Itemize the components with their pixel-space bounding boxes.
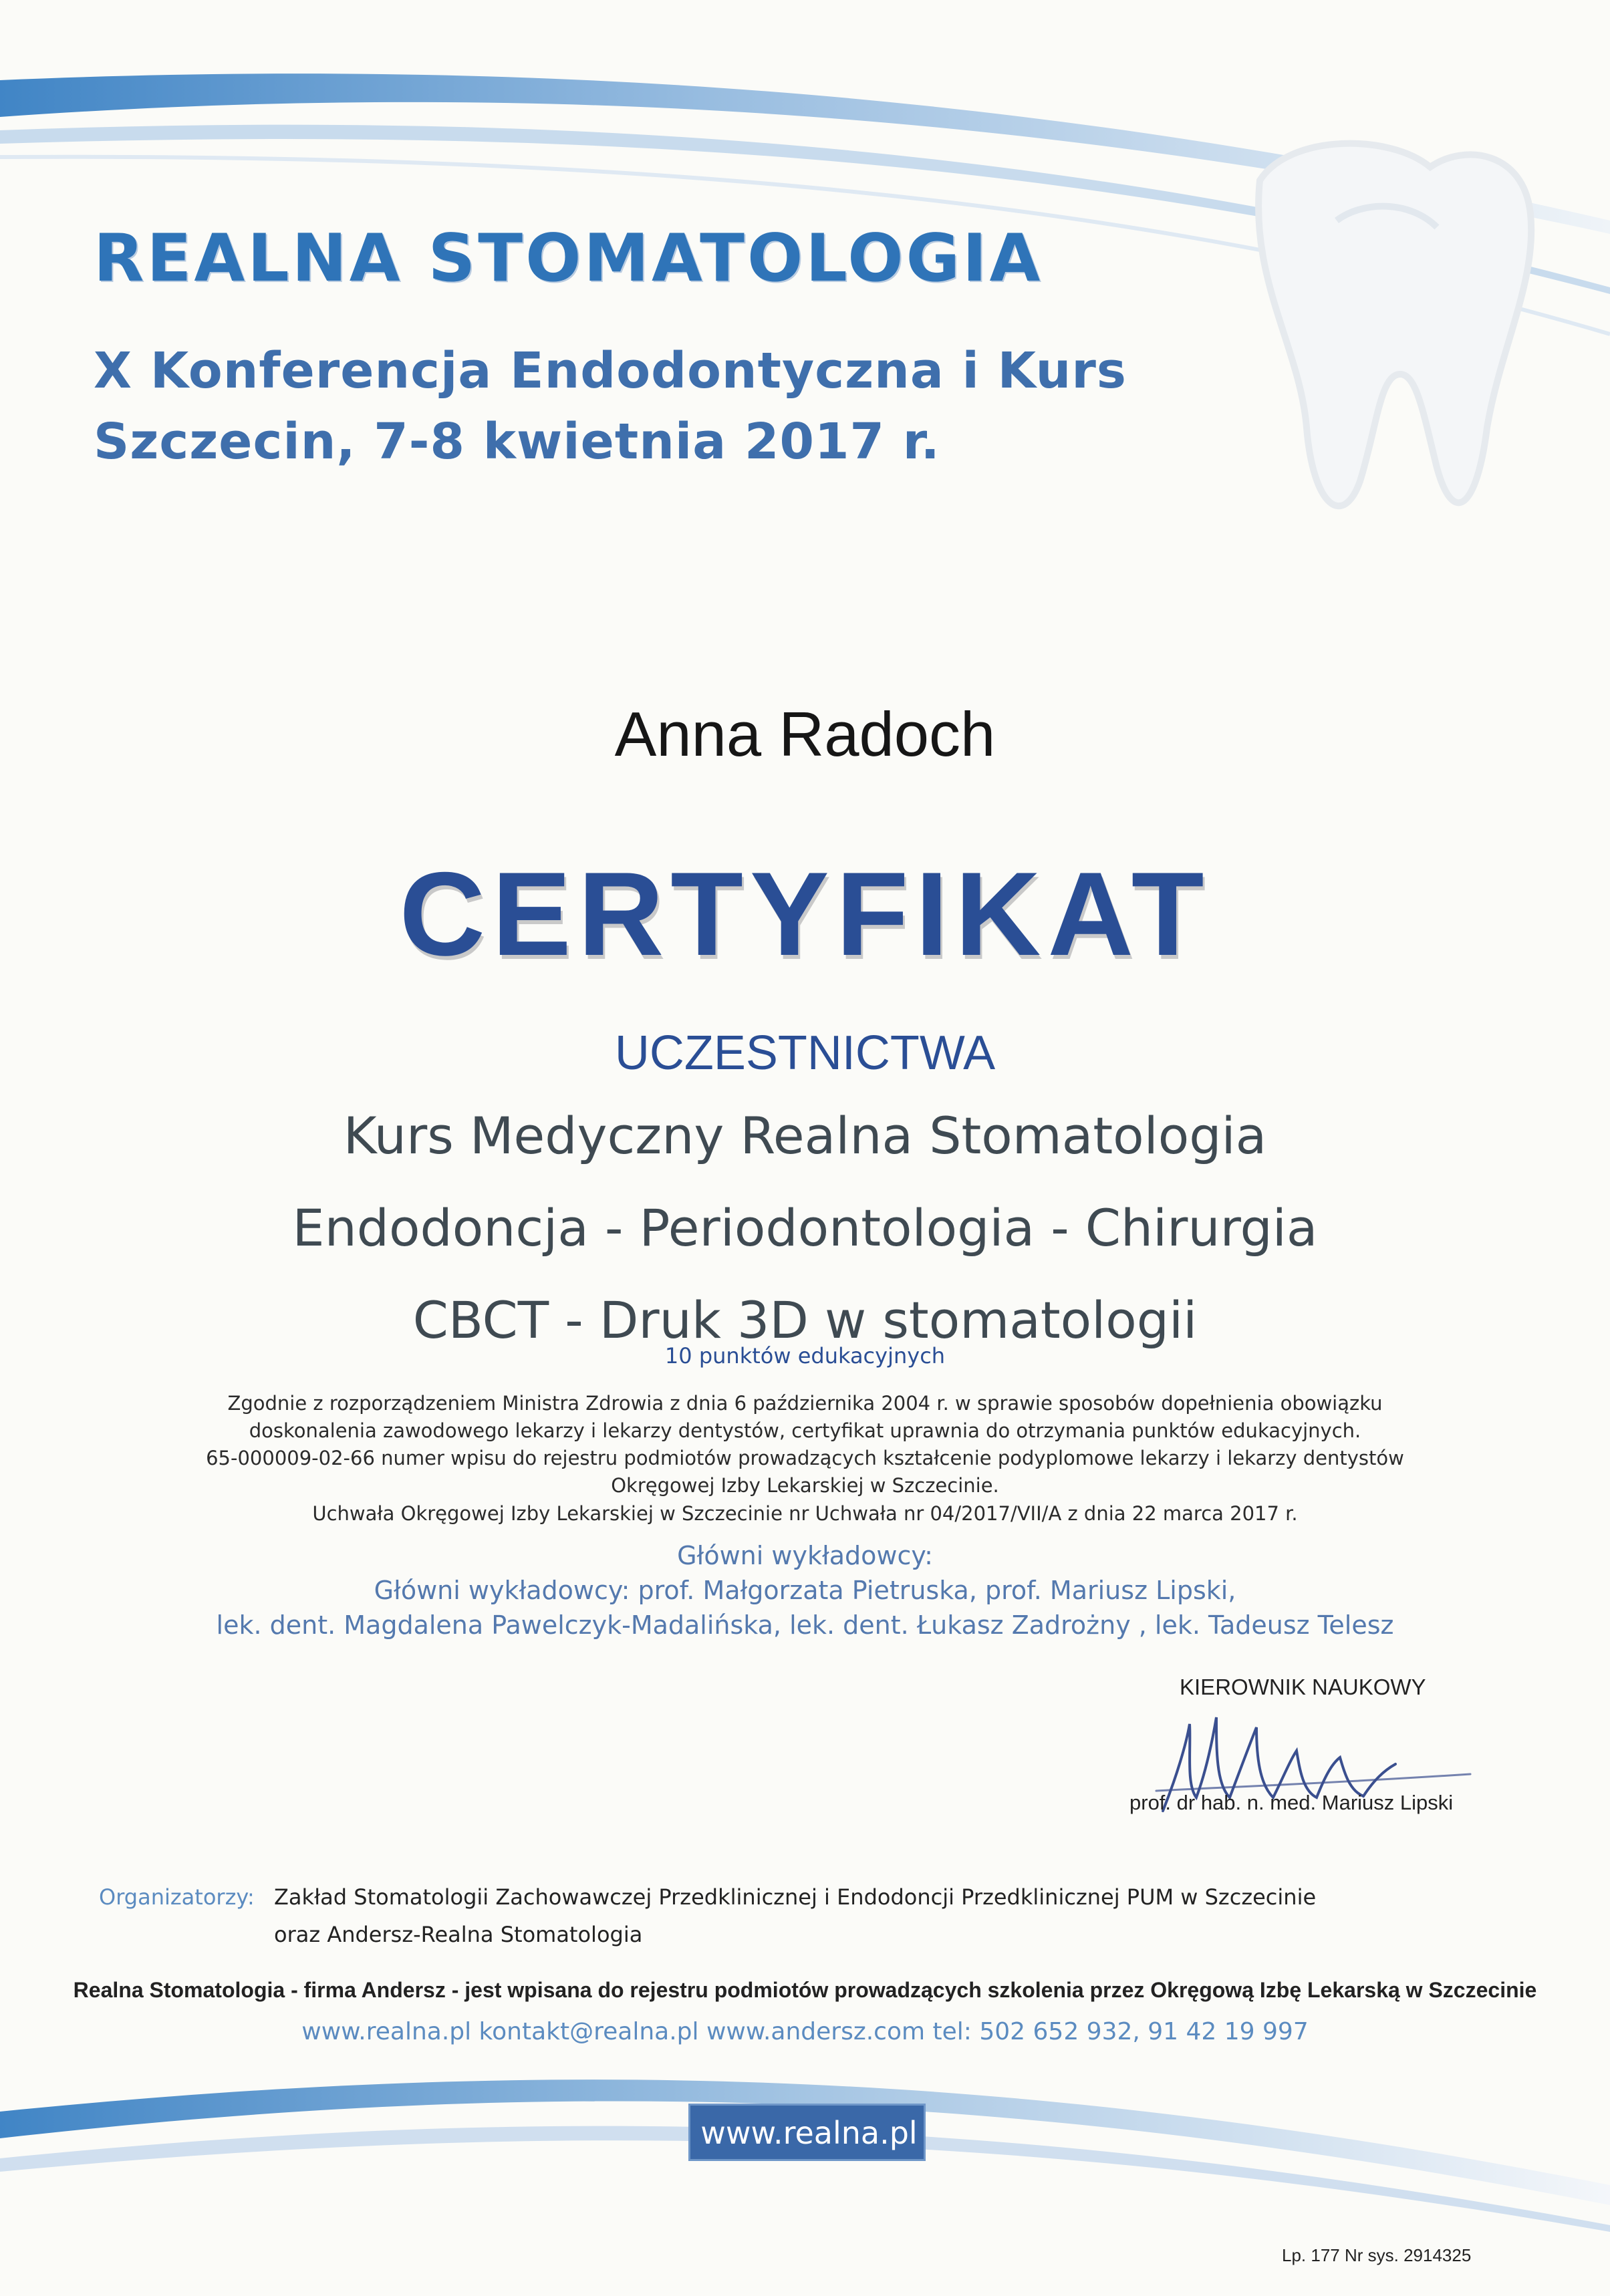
legal-line: Uchwała Okręgowej Izby Lekarskiej w Szczecinie nr Uchwała nr 04/2017/VII/A z dnia 22 marca 2017 r. <box>312 1502 1298 1525</box>
director-label: KIEROWNIK NAUKOWY <box>1180 1675 1426 1699</box>
organizers-line: Zakład Stomatologii Zachowawczej Przedklinicznej i Endodoncji Przedklinicznej PUM w Szczecinie <box>274 1884 1317 1910</box>
legal-line: doskonalenia zawodowego lekarzy i lekarzy dentystów, certyfikat uprawnia do otrzymania punktów edukacyjnych. <box>249 1419 1361 1442</box>
legal-line: Okręgowej Izby Lekarskiej w Szczecinie. <box>611 1474 999 1497</box>
serial-number: Lp. 177 Nr sys. 2914325 <box>1282 2245 1472 2265</box>
director-name: prof. dr hab. n. med. Mariusz Lipski <box>1129 1791 1454 1814</box>
lecturers-heading: Główni wykładowcy: <box>677 1541 933 1570</box>
contact-line: www.realna.pl kontakt@realna.pl www.andersz.com tel: 502 652 932, 91 42 19 997 <box>301 2018 1309 2045</box>
education-points: 10 punktów edukacyjnych <box>664 1343 946 1369</box>
place-date: Szczecin, 7-8 kwietnia 2017 r. <box>94 413 940 470</box>
legal-line: Zgodnie z rozporządzeniem Ministra Zdrowia z dnia 6 października 2004 r. w sprawie sposobów dopełnienia obowiązku <box>227 1392 1383 1415</box>
registry-statement: Realna Stomatologia - firma Andersz - jest wpisana do rejestru podmiotów prowadzących szkolenia przez Okręgową Izbę Lekarską w Szczecinie <box>73 1978 1537 2002</box>
brand-title: REALNA STOMATOLOGIA <box>94 221 1043 297</box>
participant-name: Anna Radoch <box>614 699 996 769</box>
certificate-subtitle: UCZESTNICTWA <box>614 1026 996 1080</box>
course-line: Endodoncja - Periodontologia - Chirurgia <box>292 1198 1318 1258</box>
legal-line: 65-000009-02-66 numer wpisu do rejestru podmiotów prowadzących kształcenie podyplomowe lekarzy i lekarzy dentystów <box>206 1447 1404 1469</box>
certificate-title: CERTYFIKAT <box>399 847 1211 980</box>
organizers-line: oraz Andersz-Realna Stomatologia <box>274 1922 643 1947</box>
course-line: CBCT - Druk 3D w stomatologii <box>412 1290 1198 1350</box>
lecturers-line: lek. dent. Magdalena Pawelczyk-Madalińska, lek. dent. Łukasz Zadrożny , lek. Tadeusz Telesz <box>216 1610 1394 1640</box>
lecturers-line: Główni wykładowcy: prof. Małgorzata Pietruska, prof. Mariusz Lipski, <box>374 1576 1236 1605</box>
website-badge-text: www.realna.pl <box>700 2115 918 2151</box>
organizers-label: Organizatorzy: <box>99 1884 255 1910</box>
website-badge <box>688 2104 926 2161</box>
conference-title: X Konferencja Endodontyczna i Kurs <box>94 342 1127 400</box>
course-line: Kurs Medyczny Realna Stomatologia <box>343 1106 1267 1165</box>
